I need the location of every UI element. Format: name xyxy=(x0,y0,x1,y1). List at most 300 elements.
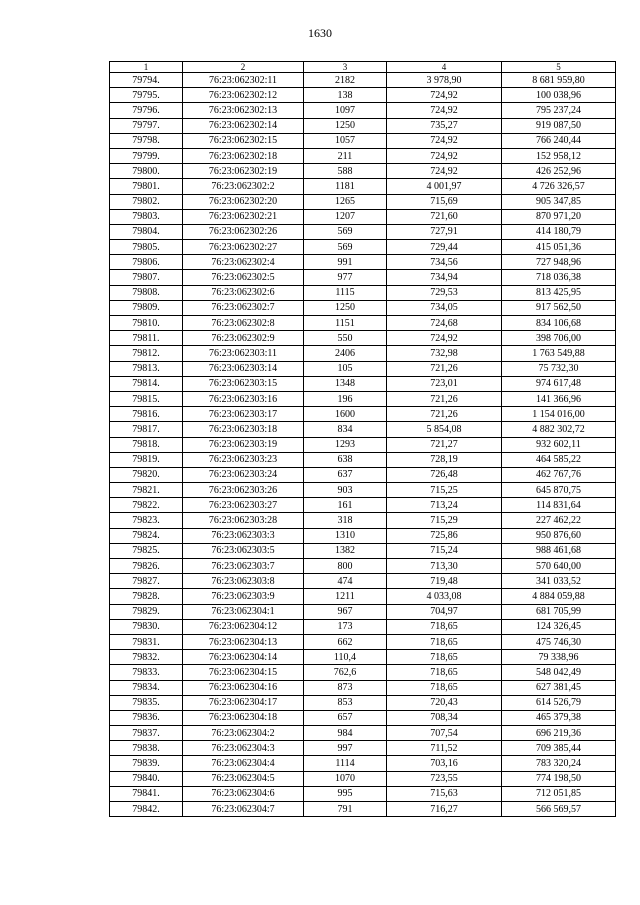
table-cell: 1070 xyxy=(304,771,387,786)
table-cell: 1348 xyxy=(304,376,387,391)
table-cell: 870 971,20 xyxy=(502,209,616,224)
table-cell: 76:23:062303:24 xyxy=(183,467,304,482)
table-cell: 713,30 xyxy=(387,559,502,574)
table-cell: 1207 xyxy=(304,209,387,224)
table-cell: 566 569,57 xyxy=(502,802,616,817)
table-cell: 1151 xyxy=(304,316,387,331)
table-cell: 76:23:062302:9 xyxy=(183,331,304,346)
table-cell: 721,26 xyxy=(387,407,502,422)
table-cell: 141 366,96 xyxy=(502,391,616,406)
table-cell: 76:23:062304:7 xyxy=(183,802,304,817)
table-cell: 974 617,48 xyxy=(502,376,616,391)
table-cell: 873 xyxy=(304,680,387,695)
table-cell: 76:23:062304:15 xyxy=(183,665,304,680)
table-cell: 728,19 xyxy=(387,452,502,467)
table-cell: 76:23:062304:3 xyxy=(183,741,304,756)
table-cell: 79810. xyxy=(110,316,183,331)
table-cell: 932 602,11 xyxy=(502,437,616,452)
table-cell: 1 154 016,00 xyxy=(502,407,616,422)
table-cell: 4 882 302,72 xyxy=(502,422,616,437)
table-row xyxy=(110,361,616,376)
table-cell: 783 320,24 xyxy=(502,756,616,771)
table-cell: 79819. xyxy=(110,452,183,467)
table-cell: 341 033,52 xyxy=(502,574,616,589)
table-cell: 76:23:062304:13 xyxy=(183,634,304,649)
table-row xyxy=(110,88,616,103)
table-cell: 724,92 xyxy=(387,331,502,346)
table-cell: 715,24 xyxy=(387,543,502,558)
table-cell: 638 xyxy=(304,452,387,467)
table-cell: 79814. xyxy=(110,376,183,391)
table-row xyxy=(110,209,616,224)
table-cell: 76:23:062303:9 xyxy=(183,589,304,604)
table-row xyxy=(110,483,616,498)
table-cell: 729,44 xyxy=(387,240,502,255)
table-cell: 725,86 xyxy=(387,528,502,543)
table-cell: 718,65 xyxy=(387,650,502,665)
table-cell: 79815. xyxy=(110,391,183,406)
table-cell: 715,29 xyxy=(387,513,502,528)
table-row xyxy=(110,756,616,771)
table-cell: 988 461,68 xyxy=(502,543,616,558)
table-cell: 79836. xyxy=(110,710,183,725)
table-row xyxy=(110,467,616,482)
table-cell: 707,54 xyxy=(387,726,502,741)
table-cell: 712 051,85 xyxy=(502,786,616,801)
table-row xyxy=(110,695,616,710)
table-cell: 76:23:062303:14 xyxy=(183,361,304,376)
table-cell: 734,56 xyxy=(387,255,502,270)
table-cell: 138 xyxy=(304,88,387,103)
table-row xyxy=(110,407,616,422)
table-cell: 79808. xyxy=(110,285,183,300)
table-cell: 79797. xyxy=(110,118,183,133)
table-cell: 1057 xyxy=(304,133,387,148)
table-cell: 1 763 549,88 xyxy=(502,346,616,361)
table-cell: 76:23:062302:15 xyxy=(183,133,304,148)
table-cell: 834 xyxy=(304,422,387,437)
table-cell: 76:23:062303:11 xyxy=(183,346,304,361)
table-cell: 762,6 xyxy=(304,665,387,680)
table-cell: 462 767,76 xyxy=(502,467,616,482)
table-cell: 79839. xyxy=(110,756,183,771)
column-header: 3 xyxy=(304,62,387,73)
table-cell: 79811. xyxy=(110,331,183,346)
table-cell: 318 xyxy=(304,513,387,528)
table-cell: 1250 xyxy=(304,118,387,133)
table-cell: 800 xyxy=(304,559,387,574)
table-cell: 79824. xyxy=(110,528,183,543)
table-row xyxy=(110,255,616,270)
table-cell: 76:23:062302:21 xyxy=(183,209,304,224)
table-cell: 76:23:062302:7 xyxy=(183,300,304,315)
table-row xyxy=(110,133,616,148)
table-cell: 79803. xyxy=(110,209,183,224)
table-cell: 124 326,45 xyxy=(502,619,616,634)
table-cell: 79828. xyxy=(110,589,183,604)
table-cell: 79800. xyxy=(110,164,183,179)
table-row xyxy=(110,498,616,513)
table-row xyxy=(110,300,616,315)
table-row xyxy=(110,194,616,209)
table-row xyxy=(110,346,616,361)
table-cell: 211 xyxy=(304,148,387,163)
table-cell: 100 038,96 xyxy=(502,88,616,103)
table-cell: 76:23:062303:16 xyxy=(183,391,304,406)
table-cell: 723,01 xyxy=(387,376,502,391)
table-row xyxy=(110,73,616,88)
table-cell: 76:23:062304:18 xyxy=(183,710,304,725)
table-cell: 734,94 xyxy=(387,270,502,285)
table-cell: 79827. xyxy=(110,574,183,589)
column-header: 4 xyxy=(387,62,502,73)
table-cell: 715,25 xyxy=(387,483,502,498)
table-cell: 8 681 959,80 xyxy=(502,73,616,88)
table-row xyxy=(110,634,616,649)
table-cell: 791 xyxy=(304,802,387,817)
table-cell: 4 726 326,57 xyxy=(502,179,616,194)
table-row xyxy=(110,316,616,331)
table-cell: 645 870,75 xyxy=(502,483,616,498)
table-row xyxy=(110,741,616,756)
table-cell: 727,91 xyxy=(387,224,502,239)
table-cell: 1114 xyxy=(304,756,387,771)
table-cell: 79799. xyxy=(110,148,183,163)
table-cell: 724,92 xyxy=(387,164,502,179)
table-cell: 662 xyxy=(304,634,387,649)
table-cell: 795 237,24 xyxy=(502,103,616,118)
table-cell: 76:23:062303:7 xyxy=(183,559,304,574)
table-cell: 474 xyxy=(304,574,387,589)
table-cell: 1250 xyxy=(304,300,387,315)
table-row xyxy=(110,148,616,163)
table-cell: 718,65 xyxy=(387,665,502,680)
table-cell: 977 xyxy=(304,270,387,285)
table-cell: 984 xyxy=(304,726,387,741)
table-cell: 76:23:062302:19 xyxy=(183,164,304,179)
table-cell: 79795. xyxy=(110,88,183,103)
table-cell: 723,55 xyxy=(387,771,502,786)
table-cell: 76:23:062302:8 xyxy=(183,316,304,331)
table-cell: 766 240,44 xyxy=(502,133,616,148)
table-cell: 721,26 xyxy=(387,391,502,406)
table-cell: 76:23:062302:12 xyxy=(183,88,304,103)
table-cell: 79813. xyxy=(110,361,183,376)
table-cell: 1097 xyxy=(304,103,387,118)
table-cell: 79829. xyxy=(110,604,183,619)
table-cell: 76:23:062302:4 xyxy=(183,255,304,270)
table-cell: 110,4 xyxy=(304,650,387,665)
table-cell: 696 219,36 xyxy=(502,726,616,741)
table-cell: 114 831,64 xyxy=(502,498,616,513)
table-cell: 79801. xyxy=(110,179,183,194)
table-row xyxy=(110,270,616,285)
table-cell: 2406 xyxy=(304,346,387,361)
table-cell: 1211 xyxy=(304,589,387,604)
table-cell: 76:23:062304:2 xyxy=(183,726,304,741)
table-cell: 398 706,00 xyxy=(502,331,616,346)
table-cell: 76:23:062303:15 xyxy=(183,376,304,391)
table-cell: 76:23:062304:6 xyxy=(183,786,304,801)
table-cell: 1181 xyxy=(304,179,387,194)
table-cell: 708,34 xyxy=(387,710,502,725)
table-header xyxy=(110,62,616,73)
table-cell: 79796. xyxy=(110,103,183,118)
table-cell: 588 xyxy=(304,164,387,179)
table-cell: 853 xyxy=(304,695,387,710)
table-row xyxy=(110,559,616,574)
table-cell: 161 xyxy=(304,498,387,513)
table-cell: 79 338,96 xyxy=(502,650,616,665)
table-cell: 79842. xyxy=(110,802,183,817)
table-cell: 716,27 xyxy=(387,802,502,817)
table-cell: 76:23:062304:16 xyxy=(183,680,304,695)
table-cell: 570 640,00 xyxy=(502,559,616,574)
table-cell: 627 381,45 xyxy=(502,680,616,695)
table-cell: 79831. xyxy=(110,634,183,649)
table-cell: 79838. xyxy=(110,741,183,756)
table-row xyxy=(110,528,616,543)
table-cell: 997 xyxy=(304,741,387,756)
table-cell: 3 978,90 xyxy=(387,73,502,88)
table-cell: 76:23:062302:14 xyxy=(183,118,304,133)
table-cell: 475 746,30 xyxy=(502,634,616,649)
table-cell: 76:23:062302:11 xyxy=(183,73,304,88)
table-cell: 105 xyxy=(304,361,387,376)
table-cell: 76:23:062303:3 xyxy=(183,528,304,543)
table-cell: 79812. xyxy=(110,346,183,361)
table-row xyxy=(110,391,616,406)
table-row xyxy=(110,422,616,437)
table-cell: 79820. xyxy=(110,467,183,482)
table-cell: 774 198,50 xyxy=(502,771,616,786)
table-cell: 76:23:062302:18 xyxy=(183,148,304,163)
table-cell: 917 562,50 xyxy=(502,300,616,315)
table-cell: 76:23:062304:5 xyxy=(183,771,304,786)
table-row xyxy=(110,164,616,179)
table-cell: 79837. xyxy=(110,726,183,741)
table-cell: 79841. xyxy=(110,786,183,801)
table-cell: 79809. xyxy=(110,300,183,315)
table-row xyxy=(110,710,616,725)
table-cell: 919 087,50 xyxy=(502,118,616,133)
table-cell: 950 876,60 xyxy=(502,528,616,543)
table-cell: 76:23:062302:2 xyxy=(183,179,304,194)
table-cell: 76:23:062302:5 xyxy=(183,270,304,285)
table-cell: 718 036,38 xyxy=(502,270,616,285)
table-cell: 967 xyxy=(304,604,387,619)
table-row xyxy=(110,543,616,558)
table-cell: 548 042,49 xyxy=(502,665,616,680)
table-cell: 715,63 xyxy=(387,786,502,801)
table-cell: 79816. xyxy=(110,407,183,422)
table-cell: 1293 xyxy=(304,437,387,452)
table-cell: 415 051,36 xyxy=(502,240,616,255)
table-row xyxy=(110,589,616,604)
table-cell: 637 xyxy=(304,467,387,482)
table-row xyxy=(110,574,616,589)
table-cell: 79833. xyxy=(110,665,183,680)
table-cell: 76:23:062302:6 xyxy=(183,285,304,300)
table-cell: 681 705,99 xyxy=(502,604,616,619)
table-cell: 735,27 xyxy=(387,118,502,133)
table-cell: 79818. xyxy=(110,437,183,452)
table-cell: 79804. xyxy=(110,224,183,239)
table-row xyxy=(110,437,616,452)
table-cell: 152 958,12 xyxy=(502,148,616,163)
table-cell: 76:23:062303:18 xyxy=(183,422,304,437)
table-cell: 727 948,96 xyxy=(502,255,616,270)
table-row xyxy=(110,604,616,619)
table-cell: 79834. xyxy=(110,680,183,695)
table-cell: 569 xyxy=(304,240,387,255)
table-cell: 76:23:062303:8 xyxy=(183,574,304,589)
table-cell: 76:23:062302:26 xyxy=(183,224,304,239)
table-cell: 76:23:062304:12 xyxy=(183,619,304,634)
table-cell: 1265 xyxy=(304,194,387,209)
table-cell: 79822. xyxy=(110,498,183,513)
table-cell: 76:23:062303:19 xyxy=(183,437,304,452)
table-row xyxy=(110,240,616,255)
table-cell: 704,97 xyxy=(387,604,502,619)
table-cell: 79825. xyxy=(110,543,183,558)
table-row xyxy=(110,331,616,346)
table-cell: 721,27 xyxy=(387,437,502,452)
table-cell: 726,48 xyxy=(387,467,502,482)
table-cell: 719,48 xyxy=(387,574,502,589)
table-cell: 414 180,79 xyxy=(502,224,616,239)
table-row xyxy=(110,118,616,133)
table-row xyxy=(110,771,616,786)
table-cell: 721,60 xyxy=(387,209,502,224)
table-row xyxy=(110,513,616,528)
table-cell: 75 732,30 xyxy=(502,361,616,376)
table-cell: 76:23:062302:20 xyxy=(183,194,304,209)
column-header: 1 xyxy=(110,62,183,73)
table-cell: 196 xyxy=(304,391,387,406)
table-cell: 713,24 xyxy=(387,498,502,513)
table-cell: 734,05 xyxy=(387,300,502,315)
table-cell: 903 xyxy=(304,483,387,498)
table-cell: 724,92 xyxy=(387,103,502,118)
cadastral-value-table xyxy=(109,61,616,817)
table-row xyxy=(110,376,616,391)
table-row xyxy=(110,452,616,467)
table-cell: 1310 xyxy=(304,528,387,543)
table-cell: 569 xyxy=(304,224,387,239)
table-cell: 4 033,08 xyxy=(387,589,502,604)
table-row xyxy=(110,224,616,239)
table-cell: 721,26 xyxy=(387,361,502,376)
table-cell: 715,69 xyxy=(387,194,502,209)
table-row xyxy=(110,650,616,665)
table-cell: 76:23:062304:1 xyxy=(183,604,304,619)
table-row xyxy=(110,285,616,300)
table-row xyxy=(110,619,616,634)
page-number: 1630 xyxy=(308,26,332,40)
table-cell: 76:23:062303:26 xyxy=(183,483,304,498)
table-cell: 4 884 059,88 xyxy=(502,589,616,604)
table-cell: 718,65 xyxy=(387,634,502,649)
table-cell: 834 106,68 xyxy=(502,316,616,331)
table-cell: 76:23:062304:17 xyxy=(183,695,304,710)
table-cell: 76:23:062303:17 xyxy=(183,407,304,422)
table-cell: 426 252,96 xyxy=(502,164,616,179)
table-cell: 729,53 xyxy=(387,285,502,300)
table-cell: 995 xyxy=(304,786,387,801)
table-body xyxy=(110,73,616,817)
column-header: 5 xyxy=(502,62,616,73)
table-cell: 79826. xyxy=(110,559,183,574)
table-cell: 718,65 xyxy=(387,680,502,695)
table-cell: 718,65 xyxy=(387,619,502,634)
table-cell: 1382 xyxy=(304,543,387,558)
table-cell: 991 xyxy=(304,255,387,270)
header-row xyxy=(110,62,616,73)
table-cell: 76:23:062302:27 xyxy=(183,240,304,255)
table-cell: 709 385,44 xyxy=(502,741,616,756)
table-cell: 724,92 xyxy=(387,133,502,148)
table-cell: 79840. xyxy=(110,771,183,786)
table-cell: 79823. xyxy=(110,513,183,528)
table-cell: 5 854,08 xyxy=(387,422,502,437)
table-cell: 657 xyxy=(304,710,387,725)
table-cell: 79835. xyxy=(110,695,183,710)
table-cell: 724,92 xyxy=(387,148,502,163)
table-cell: 79821. xyxy=(110,483,183,498)
table-cell: 614 526,79 xyxy=(502,695,616,710)
table-cell: 732,98 xyxy=(387,346,502,361)
table-cell: 79806. xyxy=(110,255,183,270)
table-cell: 813 425,95 xyxy=(502,285,616,300)
table-cell: 79798. xyxy=(110,133,183,148)
table-cell: 79807. xyxy=(110,270,183,285)
table-cell: 550 xyxy=(304,331,387,346)
table-row xyxy=(110,802,616,817)
table-cell: 173 xyxy=(304,619,387,634)
table-row xyxy=(110,726,616,741)
table-cell: 905 347,85 xyxy=(502,194,616,209)
table-cell: 711,52 xyxy=(387,741,502,756)
table-cell: 76:23:062303:27 xyxy=(183,498,304,513)
table-row xyxy=(110,665,616,680)
table-row xyxy=(110,680,616,695)
table-row xyxy=(110,179,616,194)
table-cell: 79802. xyxy=(110,194,183,209)
table-row xyxy=(110,103,616,118)
table-cell: 76:23:062304:4 xyxy=(183,756,304,771)
table-cell: 76:23:062303:28 xyxy=(183,513,304,528)
table-cell: 227 462,22 xyxy=(502,513,616,528)
column-header: 2 xyxy=(183,62,304,73)
table-cell: 2182 xyxy=(304,73,387,88)
table-cell: 724,68 xyxy=(387,316,502,331)
table-cell: 76:23:062303:5 xyxy=(183,543,304,558)
table-cell: 465 379,38 xyxy=(502,710,616,725)
table-cell: 79832. xyxy=(110,650,183,665)
table-cell: 4 001,97 xyxy=(387,179,502,194)
table-cell: 1600 xyxy=(304,407,387,422)
table-cell: 76:23:062302:13 xyxy=(183,103,304,118)
table-cell: 720,43 xyxy=(387,695,502,710)
table-cell: 79830. xyxy=(110,619,183,634)
table-cell: 703,16 xyxy=(387,756,502,771)
table-cell: 1115 xyxy=(304,285,387,300)
table-cell: 79817. xyxy=(110,422,183,437)
table-cell: 79794. xyxy=(110,73,183,88)
table-cell: 724,92 xyxy=(387,88,502,103)
table-row xyxy=(110,786,616,801)
